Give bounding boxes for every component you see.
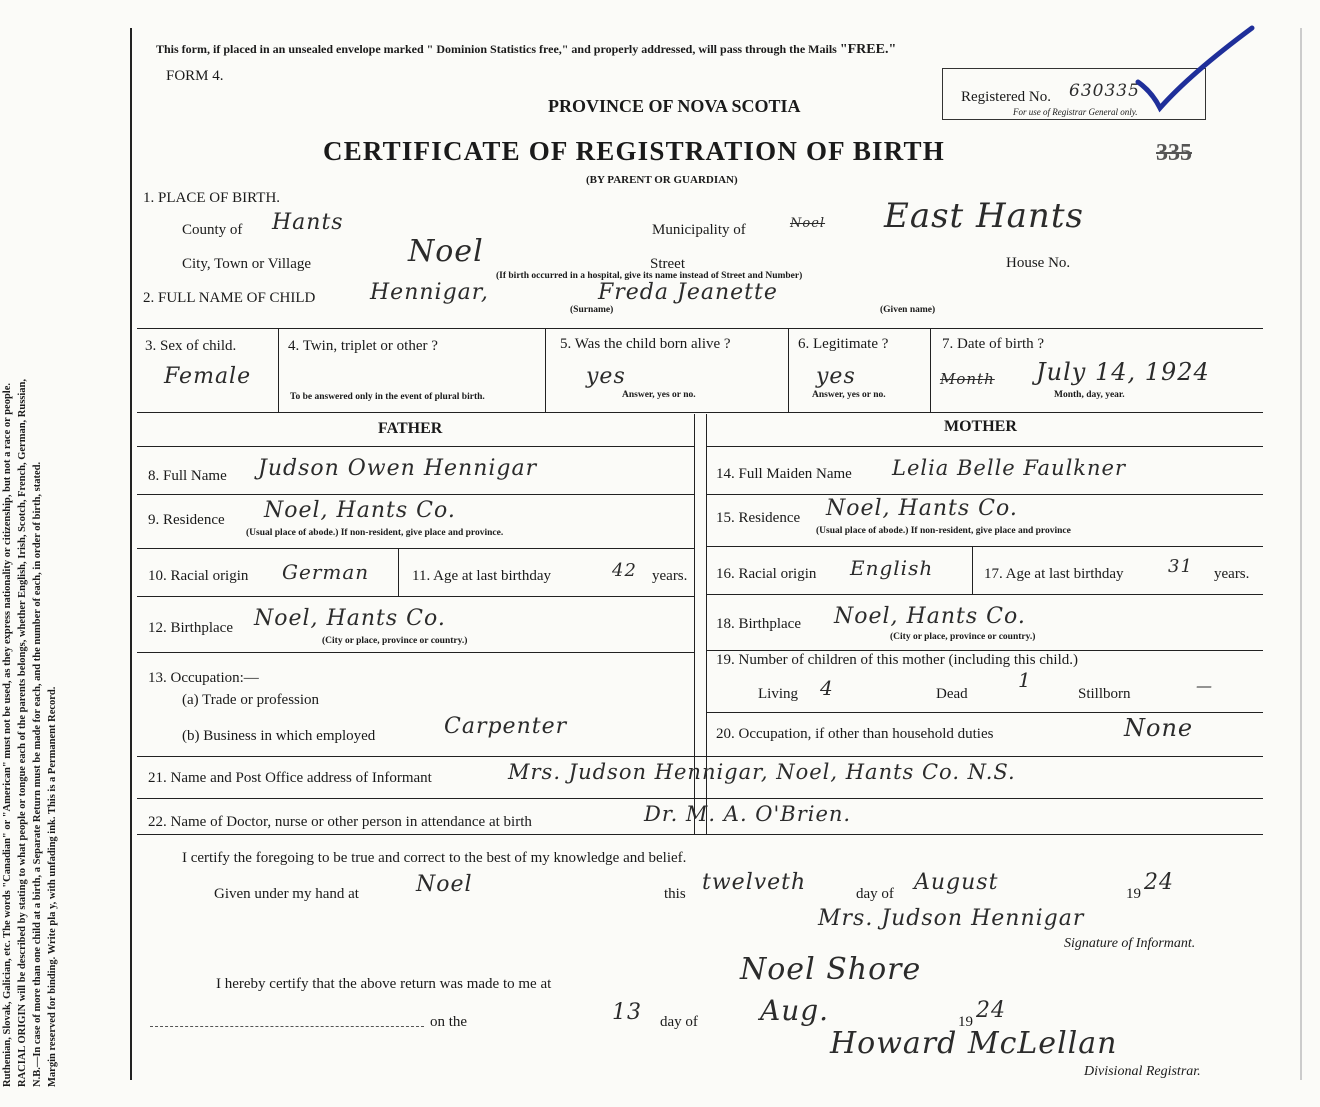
child-surname-value: Hennigar, — [370, 280, 489, 305]
legitimate-note: Answer, yes or no. — [812, 390, 886, 400]
registered-label: Registered No. — [961, 89, 1051, 105]
street-label: Street — [650, 256, 685, 272]
rule — [706, 546, 1263, 547]
registrar-title: Divisional Registrar. — [1084, 1064, 1201, 1079]
form-number: FORM 4. — [166, 68, 224, 84]
mother-name-label: 14. Full Maiden Name — [716, 466, 852, 482]
father-age-unit: years. — [652, 568, 688, 584]
dead-value: 1 — [1018, 668, 1032, 692]
rule — [137, 494, 694, 495]
municipality-value: East Hants — [884, 196, 1084, 236]
county-value: Hants — [272, 210, 344, 235]
rule — [137, 798, 1263, 799]
dob-label: 7. Date of birth ? — [942, 336, 1045, 352]
registrar-day-value: 13 — [612, 1000, 642, 1025]
father-birthplace-value: Noel, Hants Co. — [254, 606, 446, 631]
mother-age-label: 17. Age at last birthday — [984, 566, 1124, 582]
registrar-use-note: For use of Registrar General only. — [1013, 107, 1138, 117]
father-residence-value: Noel, Hants Co. — [264, 498, 456, 523]
mother-occupation-value: None — [1124, 714, 1194, 742]
rule — [137, 756, 1263, 757]
margin-notes — [0, 0, 130, 1107]
mail-notice: This form, if placed in an unsealed envelope marked " Dominion Statistics free," and properly addressed, will pass through the Mails "FREE." — [156, 42, 897, 57]
city-label: City, Town or Village — [182, 256, 312, 272]
mother-name-value: Lelia Belle Faulkner — [892, 456, 1127, 480]
certification-year-value: 24 — [1144, 870, 1174, 895]
mother-occupation-label: 20. Occupation, if other than household duties — [716, 726, 994, 742]
rule — [788, 328, 789, 412]
twin-label: 4. Twin, triplet or other ? — [288, 338, 438, 354]
rule — [972, 546, 973, 594]
mother-heading: MOTHER — [944, 418, 1017, 435]
occupation-heading: 13. Occupation:— — [148, 670, 259, 686]
binding-margin-line — [130, 28, 132, 1080]
registrar-month-value: Aug. — [760, 994, 830, 1027]
mother-birthplace-label: 18. Birthplace — [716, 616, 801, 632]
rule — [706, 650, 1263, 651]
rule — [137, 596, 694, 597]
twin-note: To be answered only in the event of plural birth. — [290, 392, 485, 402]
living-label: Living — [758, 686, 798, 702]
sex-value: Female — [164, 364, 252, 389]
mother-birthplace-note: (City or place, province or country.) — [890, 632, 1036, 642]
registrar-year-prefix: 19 — [958, 1014, 973, 1030]
place-of-birth-heading: 1. PLACE OF BIRTH. — [143, 190, 281, 206]
rule — [930, 328, 931, 412]
stillborn-label: Stillborn — [1078, 686, 1131, 702]
page-title: CERTIFICATE OF REGISTRATION OF BIRTH — [323, 136, 945, 166]
business-value: Carpenter — [444, 714, 568, 739]
province-heading: PROVINCE OF NOVA SCOTIA — [548, 96, 801, 116]
rule — [137, 446, 694, 447]
given-name-note: (Given name) — [880, 305, 936, 315]
rule — [278, 328, 279, 412]
check-mark-icon — [1130, 24, 1260, 114]
rule — [398, 548, 399, 596]
alive-value: yes — [586, 364, 626, 389]
rule — [706, 446, 1263, 447]
given-place-value: Noel — [416, 872, 473, 897]
father-residence-label: 9. Residence — [148, 512, 225, 528]
rule — [137, 548, 694, 549]
struck-number: 335 — [1156, 140, 1192, 166]
rule — [545, 328, 546, 412]
rule — [150, 1026, 424, 1027]
house-number-label: House No. — [1006, 255, 1071, 271]
father-racial-value: German — [282, 560, 370, 584]
city-value: Noel — [408, 234, 484, 269]
rule — [137, 328, 1263, 329]
legitimate-value: yes — [816, 364, 856, 389]
doctor-label: 22. Name of Doctor, nurse or other person in attendance at birth — [148, 814, 532, 830]
certification-statement: I certify the foregoing to be true and correct to the best of my knowledge and belief. — [182, 850, 687, 866]
hospital-note: (If birth occurred in a hospital, give its name instead of Street and Number) — [496, 271, 803, 281]
trade-label: (a) Trade or profession — [182, 692, 320, 708]
informant-signature: Mrs. Judson Hennigar — [818, 906, 1085, 931]
father-age-label: 11. Age at last birthday — [412, 568, 551, 584]
sex-label: 3. Sex of child. — [145, 338, 237, 354]
mother-age-value: 31 — [1168, 556, 1193, 577]
rule — [137, 412, 1263, 413]
mother-birthplace-value: Noel, Hants Co. — [834, 604, 1026, 629]
child-name-label: 2. FULL NAME OF CHILD — [143, 290, 316, 306]
rule — [137, 652, 694, 653]
surname-note: (Surname) — [570, 305, 614, 315]
alive-label: 5. Was the child born alive ? — [560, 336, 731, 352]
mother-residence-value: Noel, Hants Co. — [826, 496, 1018, 521]
alive-note: Answer, yes or no. — [622, 390, 696, 400]
municipality-label: Municipality of — [652, 222, 746, 238]
given-under-label: Given under my hand at — [214, 886, 359, 902]
stillborn-value: — — [1196, 676, 1213, 695]
rule — [706, 594, 1263, 595]
dob-note: Month, day, year. — [1054, 390, 1125, 400]
father-racial-label: 10. Racial origin — [148, 568, 249, 584]
informant-value: Mrs. Judson Hennigar, Noel, Hants Co. N.S. — [508, 760, 1016, 784]
father-name-label: 8. Full Name — [148, 468, 227, 484]
father-birthplace-note: (City or place, province or country.) — [322, 636, 468, 646]
doctor-value: Dr. M. A. O'Brien. — [644, 802, 852, 826]
children-count-label: 19. Number of children of this mother (including this child.) — [716, 652, 1079, 668]
mother-age-unit: years. — [1214, 566, 1250, 582]
this-label: this — [664, 886, 686, 902]
rule — [706, 712, 1263, 713]
county-label: County of — [182, 222, 243, 238]
certification-year-prefix: 19 — [1126, 886, 1141, 902]
page-subtitle: (BY PARENT OR GUARDIAN) — [586, 174, 738, 186]
right-edge-line — [1300, 28, 1302, 1080]
living-value: 4 — [820, 676, 834, 700]
informant-signature-label: Signature of Informant. — [1064, 936, 1196, 951]
on-the-label: on the — [430, 1014, 468, 1030]
registrar-day-of-label: day of — [660, 1014, 698, 1030]
informant-label: 21. Name and Post Office address of Informant — [148, 770, 432, 786]
registrar-statement: I hereby certify that the above return was made to me at — [216, 976, 552, 992]
mother-racial-label: 16. Racial origin — [716, 566, 817, 582]
registered-number: 630335 — [1069, 81, 1140, 101]
dead-label: Dead — [936, 686, 968, 702]
father-age-value: 42 — [612, 560, 637, 581]
dob-value: July 14, 1924 — [1036, 358, 1210, 386]
registrar-place-value: Noel Shore — [740, 952, 922, 987]
father-birthplace-label: 12. Birthplace — [148, 620, 233, 636]
father-name-value: Judson Owen Hennigar — [258, 456, 538, 481]
municipality-struck: Noel — [790, 216, 826, 231]
father-heading: FATHER — [378, 420, 443, 437]
margin-note-line: Margin reserved for binding. Write pla y, with unfading ink. This is a Permanent Record. — [47, 686, 58, 1087]
dob-struck: Month — [940, 370, 995, 388]
certification-month-value: August — [914, 870, 999, 895]
mother-residence-note: (Usual place of abode.) If non-resident, give place and province — [816, 526, 1071, 536]
rule — [137, 834, 1263, 835]
certification-day-value: twelveth — [702, 870, 807, 895]
certification-day-of-label: day of — [856, 886, 894, 902]
mother-residence-label: 15. Residence — [716, 510, 801, 526]
margin-note-line: Ruthenian, Slovak, Galician, etc. The words "Canadian" or "American" must not be used, as they express nationality or citizenship, but not a race or people. — [2, 382, 13, 1087]
registrar-year-value: 24 — [976, 998, 1006, 1023]
registrar-signature: Howard McLellan — [830, 1026, 1118, 1061]
margin-note-line: RACIAL ORIGIN will be described by stating to what people or tongue each of the parents belongs, whether English, Irish, Scotch, French, German, Russian, — [17, 378, 28, 1087]
margin-note-line: N.B.—In case of more than one child at a birth, a Separate Return must be made for each, and the number of each, in order of birth, stated. — [32, 461, 43, 1087]
mother-racial-value: English — [850, 556, 934, 580]
father-residence-note: (Usual place of abode.) If non-resident, give place and province. — [246, 528, 504, 538]
business-label: (b) Business in which employed — [182, 728, 376, 744]
legitimate-label: 6. Legitimate ? — [798, 336, 889, 352]
rule — [706, 494, 1263, 495]
child-given-value: Freda Jeanette — [598, 280, 778, 305]
